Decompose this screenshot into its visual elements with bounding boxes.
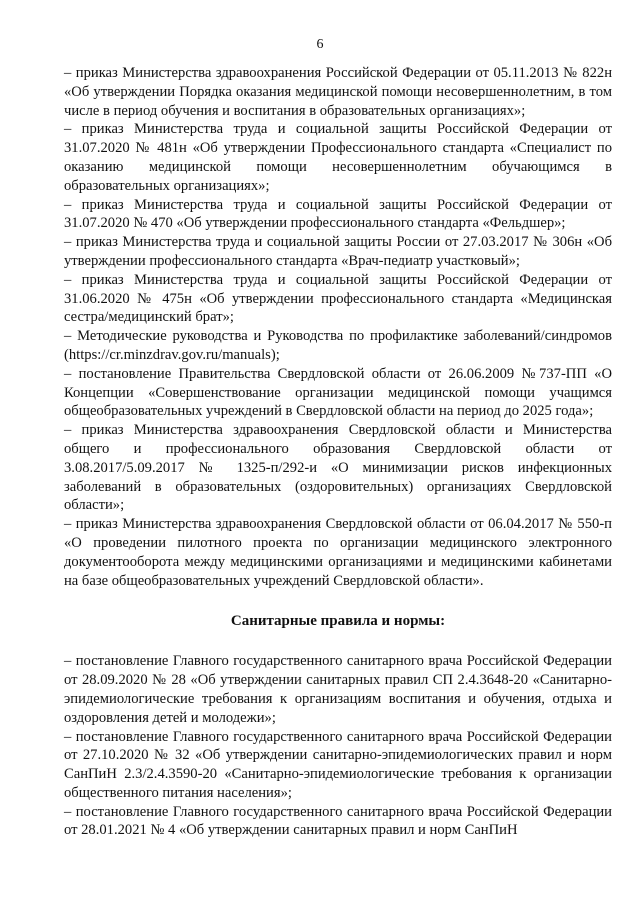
page-number: 6 xyxy=(316,37,324,52)
list-item: – постановление Главного государственного санитарного врача Российской Федерации от 28.01.2021 № 4 «Об утверждении санитарных правил и норм СанПиН xyxy=(64,803,612,839)
list-item: – постановление Главного государственного санитарного врача Российской Федерации от 28.09.2020 № 28 «Об утверждении санитарных правил СП 2.4.3648-20 «Санитарно-эпидемиологические требования к организациям воспитания и обучения, отдыха и оздоровления детей и молодежи»; xyxy=(64,653,612,726)
list-item: – приказ Министерства здравоохранения Свердловской области и Министерства общего и профессионального образования Свердловской области от 3.08.2017/5.09.2017 № 1325-п/292-и «О минимизации рисков инфекционных заболеваний в образовательных (оздоровительных) организациях Свердловской области»; xyxy=(64,422,612,514)
list-item: – постановление Главного государственного санитарного врача Российской Федерации от 27.10.2020 № 32 «Об утверждении санитарно-эпидемиологических правил и норм СанПиН 2.3/2.4.3590-20 «Санитарно-эпидемиологические требования к организации общественного питания населения»; xyxy=(64,728,612,801)
list-item: – приказ Министерства здравоохранения Российской Федерации от 05.11.2013 № 822н «Об утверждении Порядка оказания медицинской помощи несовершеннолетним, в том числе в период обучения и воспитания в образовательных организациях»; xyxy=(64,65,612,119)
list-item: – приказ Министерства труда и социальной защиты Российской Федерации от 31.06.2020 № 475н «Об утверждении профессионального стандарта «Медицинская сестра/медицинский брат»; xyxy=(64,271,612,326)
list-item: – приказ Министерства труда и социальной защиты Российской Федерации от 31.07.2020 № 470 «Об утверждении профессионального стандарта «Фельдшер»; xyxy=(64,196,612,232)
list-item: – приказ Министерства труда и социальной защиты России от 27.03.2017 № 306н «Об утверждении профессионального стандарта «Врач-педиатр участковый»; xyxy=(64,234,612,269)
list-item: – приказ Министерства труда и социальной защиты Российской Федерации от 31.07.2020 № 481н «Об утверждении Профессионального стандарта «Специалист по оказанию медицинской помощи несовершеннолетним обучающимся в образовательных организациях»; xyxy=(64,121,612,194)
section-heading: Санитарные правила и нормы: xyxy=(230,613,446,630)
list-item: – приказ Министерства здравоохранения Свердловской области от 06.04.2017 № 550-п «О проведении пилотного проекта по организации медицинского электронного документооборота между медицинскими организациями и медицинскими кабинетами на базе общеобразовательных учреждений Свердловской области». xyxy=(64,516,612,589)
list-item: – постановление Правительства Свердловской области от 26.06.2009 №737-ПП «О Концепции «Совершенствование организации медицинской помощи учащимся общеобразовательных учреждений в Свердловской области на период до 2025 года»; xyxy=(64,365,612,420)
list-item: – Методические руководства и Руководства по профилактике заболеваний/синдромов (https://cr.minzdrav.gov.ru/manuals); xyxy=(64,328,612,363)
document-body xyxy=(64,64,612,840)
